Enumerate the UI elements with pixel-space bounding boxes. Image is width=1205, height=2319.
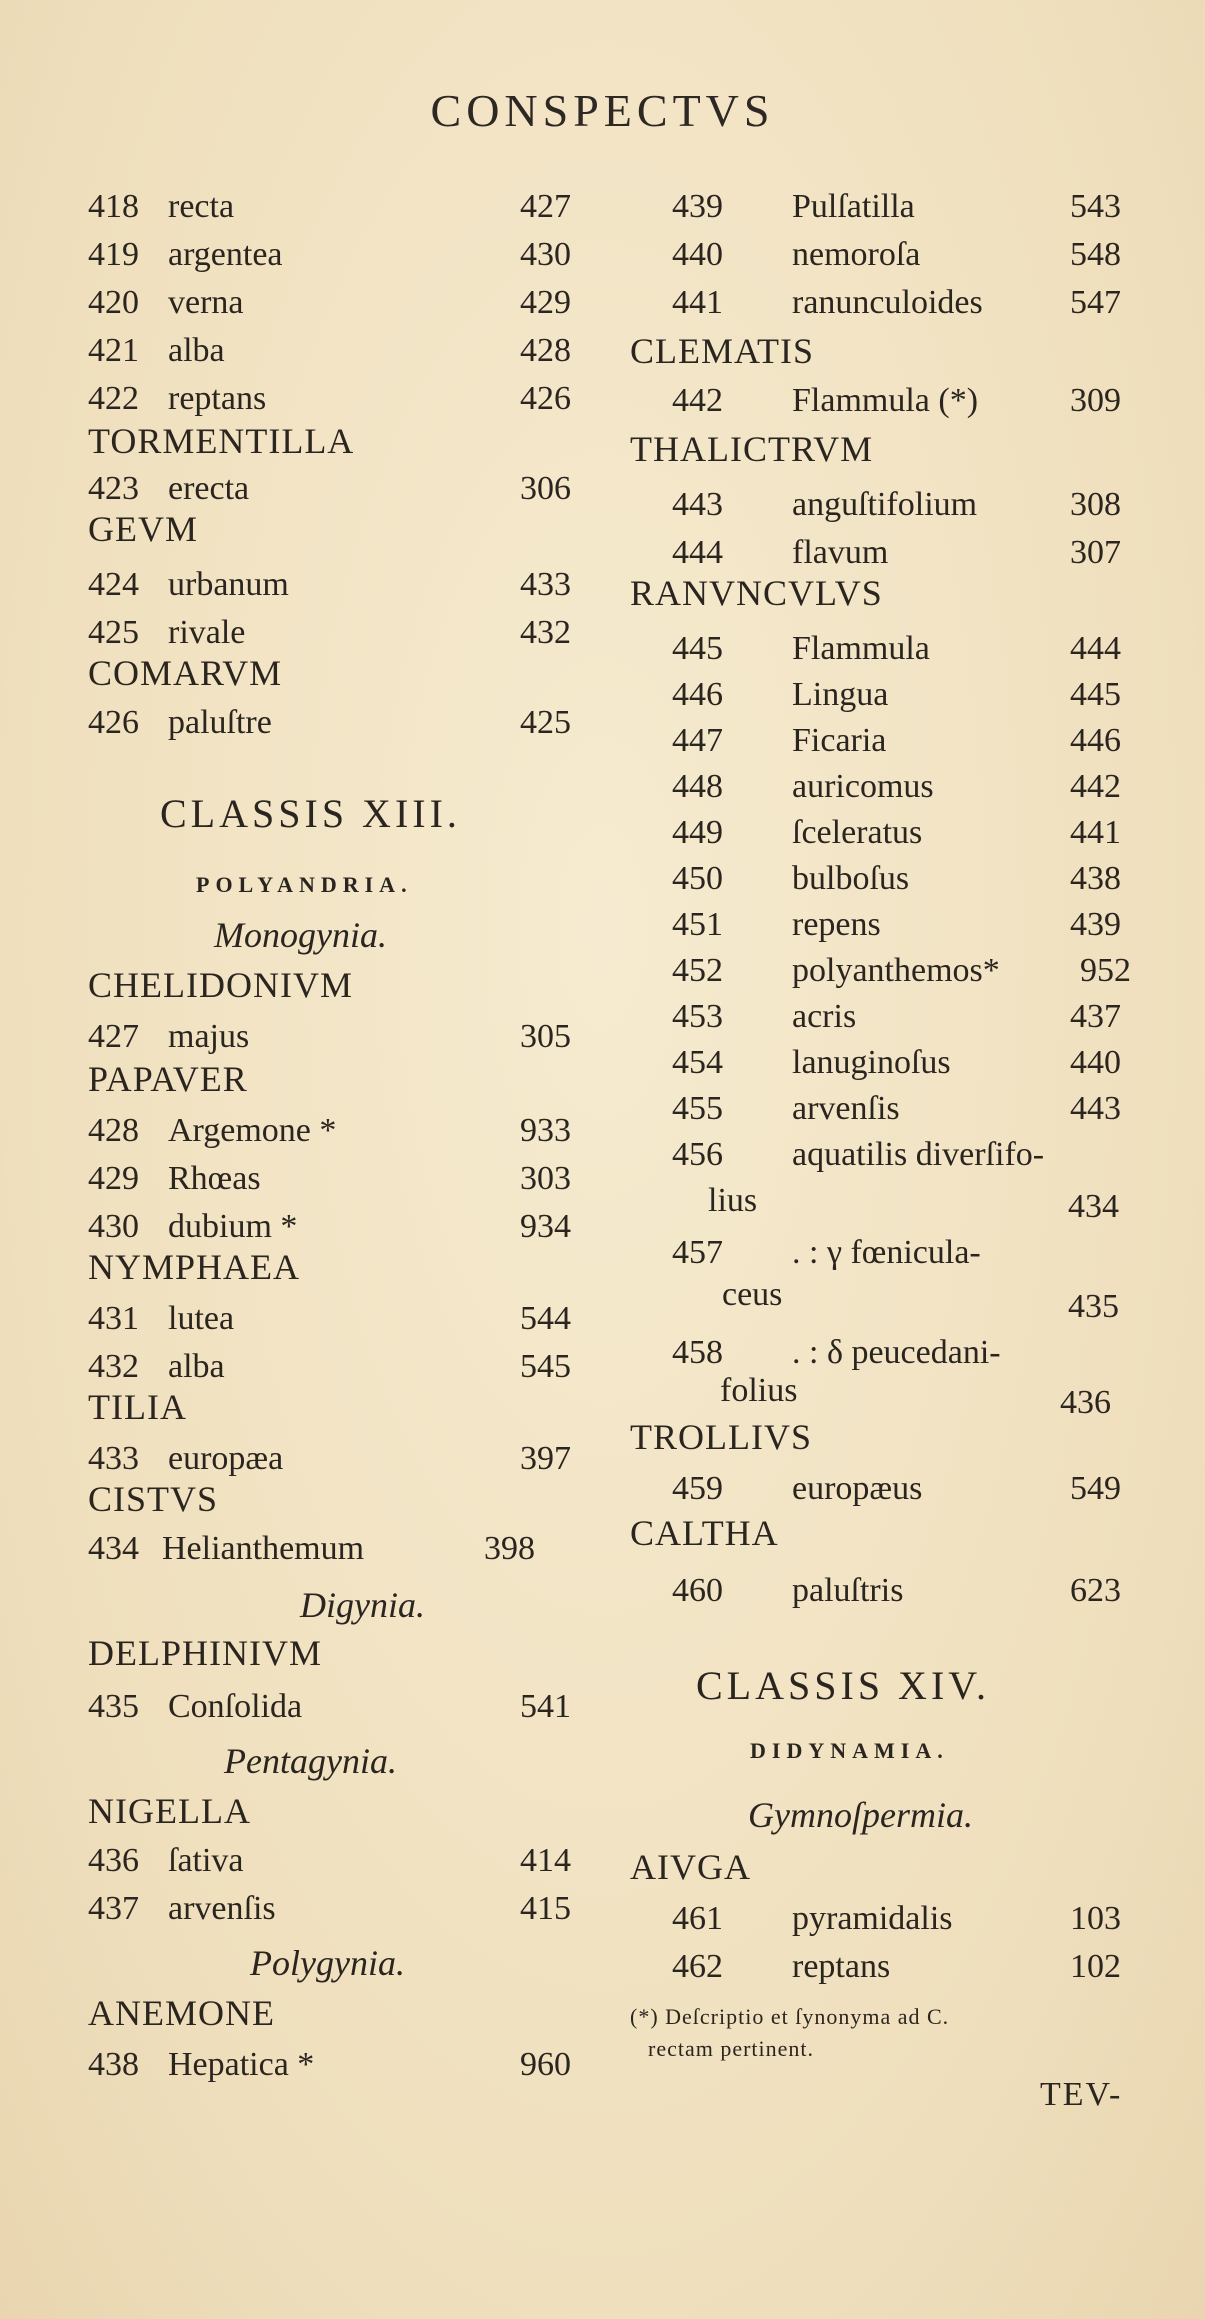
genus-heading: COMARVM: [88, 653, 283, 693]
catchword: TEV-: [1040, 2076, 1123, 2113]
continuation-text: ceus: [722, 1276, 783, 1313]
genus-heading: RANVNCVLVS: [630, 573, 883, 613]
genus-heading: ANEMONE: [88, 1993, 275, 2033]
genus-heading: CISTVS: [88, 1479, 219, 1519]
genus-heading: PAPAVER: [88, 1059, 248, 1099]
genus-heading: THALICTRVM: [630, 429, 874, 469]
continuation-page: 434: [1068, 1188, 1119, 1225]
continuation-text: lius: [708, 1182, 758, 1219]
genus-heading: TROLLIVS: [630, 1417, 812, 1457]
footnote-line: (*) Deſcriptio et ſynonyma ad C.: [630, 2004, 950, 2029]
order-heading: Gymnoſpermia.: [748, 1795, 973, 1835]
genus-heading: TORMENTILLA: [88, 421, 355, 461]
order-heading: Monogynia.: [214, 915, 387, 955]
page-title: CONSPECTVS: [430, 85, 775, 136]
classis-subtitle: DIDYNAMIA.: [750, 1738, 949, 1763]
order-heading: Pentagynia.: [224, 1741, 397, 1781]
continuation-page: 435: [1068, 1288, 1119, 1325]
genus-heading: CHELIDONIVM: [88, 965, 353, 1005]
genus-heading: DELPHINIVM: [88, 1633, 322, 1673]
genus-heading: TILIA: [88, 1387, 187, 1427]
continuation-text: folius: [720, 1372, 798, 1409]
order-heading: Digynia.: [300, 1585, 425, 1625]
genus-heading: GEVM: [88, 509, 198, 549]
genus-heading: NIGELLA: [88, 1791, 251, 1831]
footnote-line: rectam pertinent.: [648, 2036, 815, 2061]
genus-heading: CALTHA: [630, 1513, 779, 1553]
order-heading: Polygynia.: [250, 1943, 405, 1983]
genus-heading: AIVGA: [630, 1847, 751, 1887]
classis-subtitle: POLYANDRIA.: [196, 872, 413, 897]
classis-heading: CLASSIS XIII.: [160, 791, 461, 836]
genus-heading: NYMPHAEA: [88, 1247, 301, 1287]
classis-heading: CLASSIS XIV.: [696, 1663, 990, 1708]
genus-heading: CLEMATIS: [630, 331, 815, 371]
continuation-page: 436: [1060, 1384, 1111, 1421]
